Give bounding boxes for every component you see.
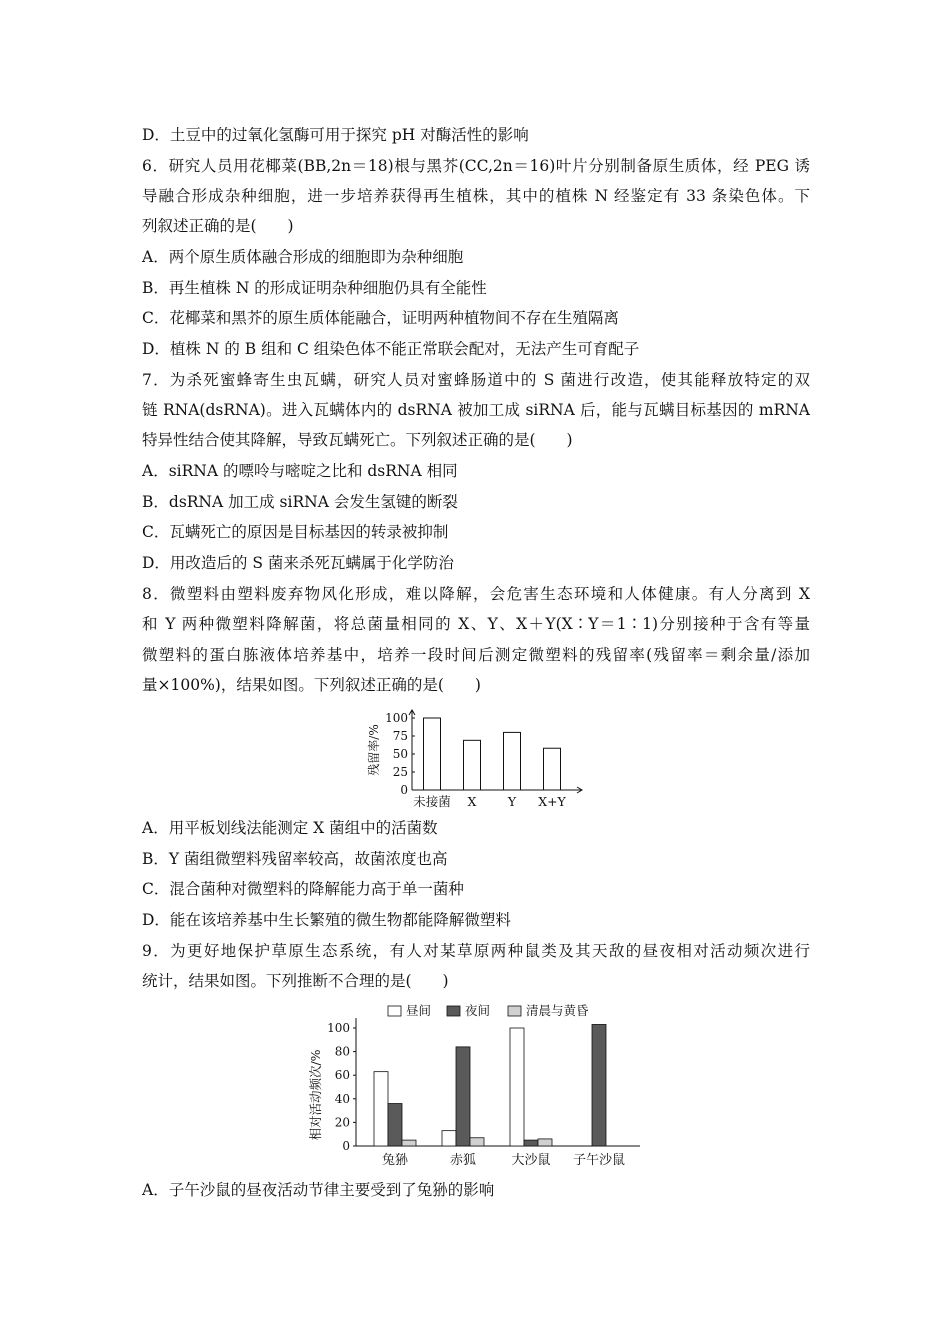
option-7a: A．siRNA 的嘌呤与嘧啶之比和 dsRNA 相同	[142, 462, 458, 480]
x-tick-label: 未接菌	[413, 794, 451, 809]
y-tick-label: 100	[385, 711, 408, 725]
q8-stem-line-1: 8．微塑料由塑料废弃物风化形成，难以降解，会危害生态环境和人体健康。有人分离到 X	[142, 585, 810, 603]
y-tick-label: 0	[342, 1139, 350, 1153]
option-6b: B．再生植株 N 的形成证明杂种细胞仍具有全能性	[142, 279, 487, 297]
y-tick-label: 0	[400, 783, 408, 797]
y-tick-label: 60	[334, 1068, 350, 1083]
y-tick-label: 25	[392, 765, 408, 779]
bar	[524, 1140, 538, 1146]
y-tick-label: 80	[334, 1044, 350, 1059]
option-9a: A．子午沙鼠的昼夜活动节律主要受到了兔狲的影响	[142, 1181, 495, 1199]
q6-stem-line-2: 导融合形成杂种细胞，进一步培养获得再生植株，其中的植株 N 经鉴定有 33 条染色体。下	[142, 187, 810, 205]
y-tick-label: 20	[334, 1115, 350, 1130]
option-8a: A．用平板划线法能测定 X 菌组中的活菌数	[142, 819, 438, 837]
option-7c: C．瓦螨死亡的原因是目标基因的转录被抑制	[142, 523, 449, 541]
q6-stem-line-3: 列叙述正确的是( )	[142, 217, 294, 235]
legend-label: 清晨与黄昏	[526, 1003, 589, 1018]
option-6a: A．两个原生质体融合形成的细胞即为杂种细胞	[142, 248, 464, 266]
bar	[544, 748, 561, 790]
option-6c: C．花椰菜和黑芥的原生质体能融合，证明两种植物间不存在生殖隔离	[142, 309, 619, 327]
option-8c: C．混合菌种对微塑料的降解能力高于单一菌种	[142, 880, 464, 898]
option-8b: B．Y 菌组微塑料残留率较高，故菌浓度也高	[142, 850, 448, 868]
y-tick-label: 50	[392, 747, 408, 761]
activity-frequency-chart	[300, 998, 650, 1170]
legend-label: 夜间	[465, 1003, 491, 1018]
legend-swatch	[388, 1006, 401, 1016]
q6-stem-line-1: 6．研究人员用花椰菜(BB,2n＝18)根与黑芥(CC,2n＝16)叶片分别制备原生质体，经 PEG 诱	[142, 157, 810, 175]
bar	[510, 1028, 524, 1146]
q7-stem-line-3: 特异性结合使其降解，导致瓦螨死亡。下列叙述正确的是( )	[142, 431, 573, 449]
q9-stem-line-2: 统计，结果如图。下列推断不合理的是( )	[142, 972, 449, 990]
option-6d: D．植株 N 的 B 组和 C 组染色体不能正常联会配对，无法产生可育配子	[142, 340, 640, 358]
bar	[442, 1131, 456, 1146]
bar	[388, 1104, 402, 1146]
bar	[374, 1072, 388, 1146]
x-tick-label: 大沙鼠	[511, 1153, 551, 1168]
bar	[592, 1024, 606, 1146]
x-tick-label: Y	[507, 794, 517, 809]
y-tick-label: 40	[334, 1091, 350, 1106]
option-8d: D．能在该培养基中生长繁殖的微生物都能降解微塑料	[142, 911, 511, 929]
residual-rate-chart	[360, 706, 595, 812]
legend-swatch	[508, 1006, 521, 1016]
bar	[456, 1047, 470, 1146]
option-7b: B．dsRNA 加工成 siRNA 会发生氢键的断裂	[142, 493, 458, 511]
y-axis-label: 残留率/%	[367, 724, 381, 776]
x-tick-label: X+Y	[538, 794, 566, 809]
q9-stem-line-1: 9．为更好地保护草原生态系统，有人对某草原两种鼠类及其天敌的昼夜相对活动频次进行	[142, 942, 810, 960]
x-tick-label: X	[467, 794, 477, 809]
q7-stem-line-1: 7．为杀死蜜蜂寄生虫瓦螨，研究人员对蜜蜂肠道中的 S 菌进行改造，使其能释放特定的双	[142, 371, 810, 389]
bar	[464, 740, 481, 790]
y-axis-label: 相对活动频次/%	[308, 1049, 323, 1141]
q7-stem-line-2: 链 RNA(dsRNA)。进入瓦螨体内的 dsRNA 被加工成 siRNA 后，能与瓦螨目标基因的 mRNA	[142, 401, 810, 419]
bar	[402, 1140, 416, 1146]
bar	[470, 1138, 484, 1146]
option-7d: D．用改造后的 S 菌来杀死瓦螨属于化学防治	[142, 554, 454, 572]
legend-swatch	[447, 1006, 460, 1016]
bar	[424, 718, 441, 790]
q8-stem-line-2: 和 Y 两种微塑料降解菌，将总菌量相同的 X、Y、X＋Y(X∶Y＝1∶1)分别接种于含有等量	[142, 615, 810, 633]
q8-stem-line-4: 量×100%)，结果如图。下列叙述正确的是( )	[142, 676, 481, 694]
legend-label: 昼间	[406, 1003, 432, 1018]
x-tick-label: 赤狐	[449, 1153, 477, 1168]
y-tick-label: 75	[392, 729, 408, 743]
x-tick-label: 子午沙鼠	[572, 1153, 626, 1168]
y-tick-label: 100	[327, 1021, 350, 1035]
bar	[538, 1139, 552, 1146]
option-5d: D．土豆中的过氧化氢酶可用于探究 pH 对酶活性的影响	[142, 126, 529, 144]
bar	[504, 732, 521, 790]
q8-stem-line-3: 微塑料的蛋白胨液体培养基中，培养一段时间后测定微塑料的残留率(残留率＝剩余量/添加	[142, 646, 810, 664]
x-tick-label: 兔狲	[381, 1153, 409, 1168]
